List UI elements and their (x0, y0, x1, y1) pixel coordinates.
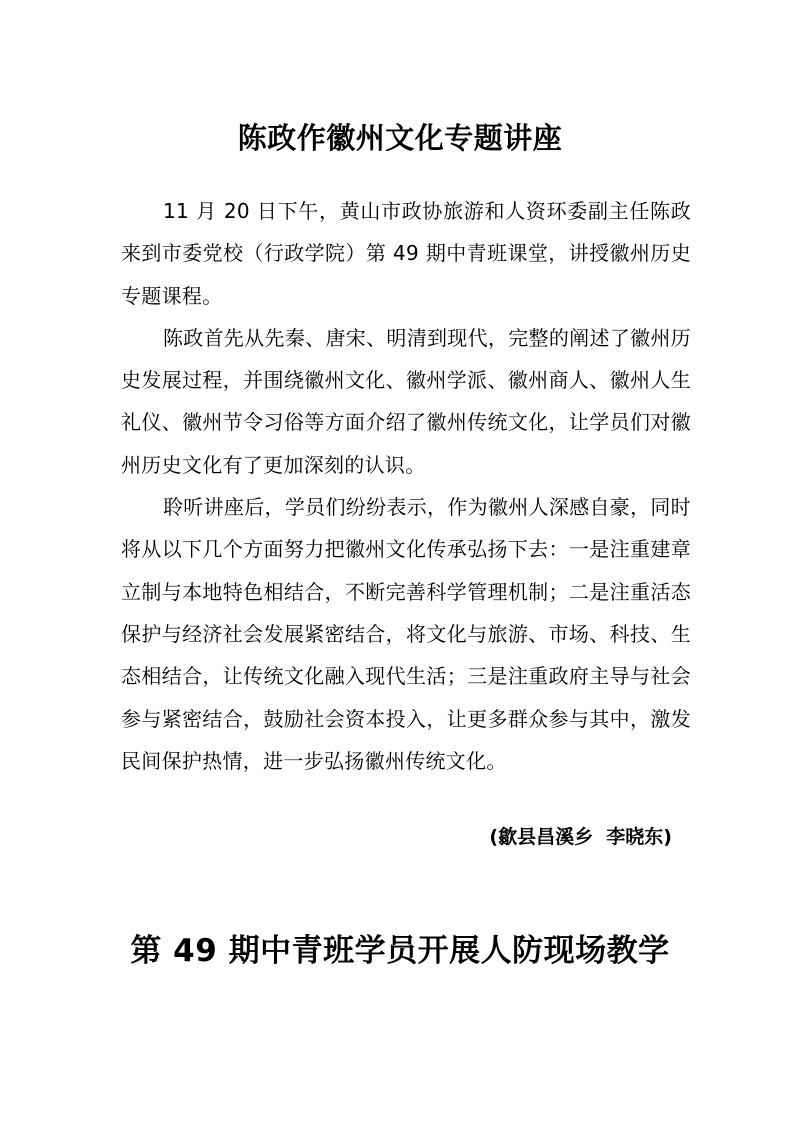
article-title: 陈政作徽州文化专题讲座 (237, 121, 563, 155)
next-article-title: 第 49 期中青班学员开展人防现场教学 (130, 933, 670, 969)
article-byline: (歙县昌溪乡 李晓东) (489, 826, 672, 848)
paragraph-3: 聆听讲座后，学员们纷纷表示，作为徽州人深感自豪，同时将从以下几个方面努力把徽州文化传承弘扬下去：一是注重建章立制与本地特色相结合，不断完善科学管理机制；二是注重活态保护与经济社会发展紧密结合，将文化与旅游、市场、科技、生态相结合，让传统文化融入现代生活；三是注重政府主导与社会参与紧密结合，鼓励社会资本投入，让更多群众参与其中，激发民间保护热情，进一步弘扬徽州传统文化。 (121, 495, 691, 773)
article-body (121, 190, 691, 782)
paragraph-2: 陈政首先从先秦、唐宋、明清到现代，完整的阐述了徽州历史发展过程，并围绕徽州文化、徽州学派、徽州商人、徽州人生礼仪、徽州节令习俗等方面介绍了徽州传统文化，让学员们对徽州历史文化有了更加深刻的认识。 (121, 325, 691, 477)
paragraph-1: 11 月 20 日下午，黄山市政协旅游和人资环委副主任陈政来到市委党校（行政学院）第 49 期中青班课堂，讲授徽州历史专题课程。 (121, 199, 691, 308)
